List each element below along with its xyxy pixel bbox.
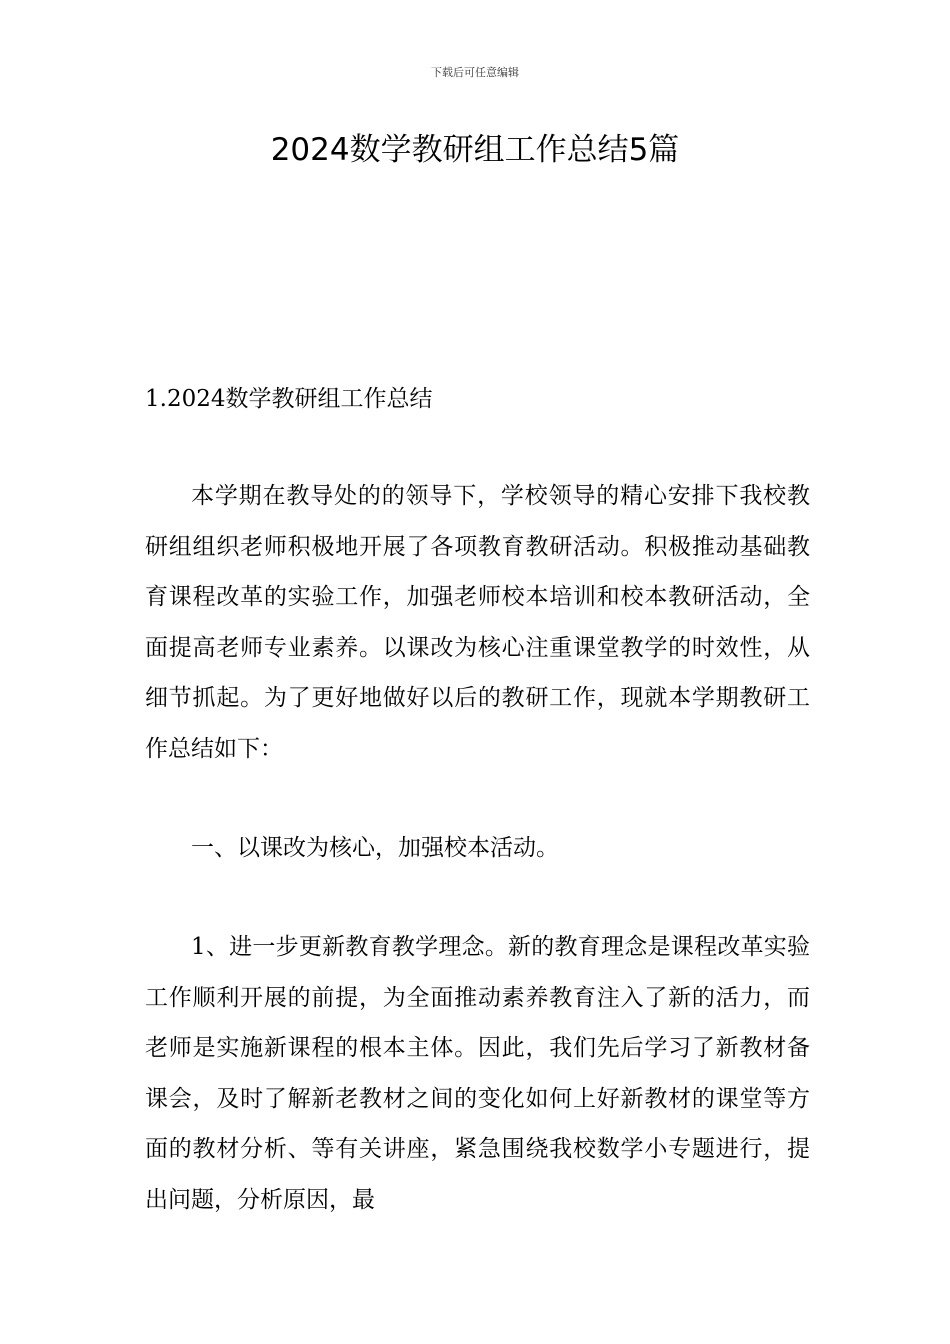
paragraph-point-1: 1、进一步更新教育教学理念。新的教育理念是课程改革实验工作顺利开展的前提，为全面推动素养教育注入了新的活力，而老师是实施新课程的根本主体。因此，我们先后学习了新教材备课会，及时了解新老教材之间的变化如何上好新教材的课堂等方面的教材分析、等有关讲座，紧急围绕我校数学小专题进行，提出问题，分析原因，最 bbox=[145, 934, 810, 1213]
header-note: 下载后可任意编辑 bbox=[431, 66, 519, 79]
section-heading: 1.2024数学教研组工作总结 bbox=[145, 386, 433, 412]
paragraph-subheading: 一、以课改为核心，加强校本活动。 bbox=[191, 835, 559, 861]
paragraph-intro: 本学期在教导处的的领导下，学校领导的精心安排下我校教研组组织老师积极地开展了各项教育教研活动。积极推动基础教育课程改革的实验工作，加强老师校本培训和校本教研活动，全面提高老师专业素养。以课改为核心注重课堂教学的时效性，从细节抓起。为了更好地做好以后的教研工作，现就本学期教研工作总结如下： bbox=[145, 483, 810, 762]
document-title: 2024数学教研组工作总结5篇 bbox=[270, 132, 680, 168]
